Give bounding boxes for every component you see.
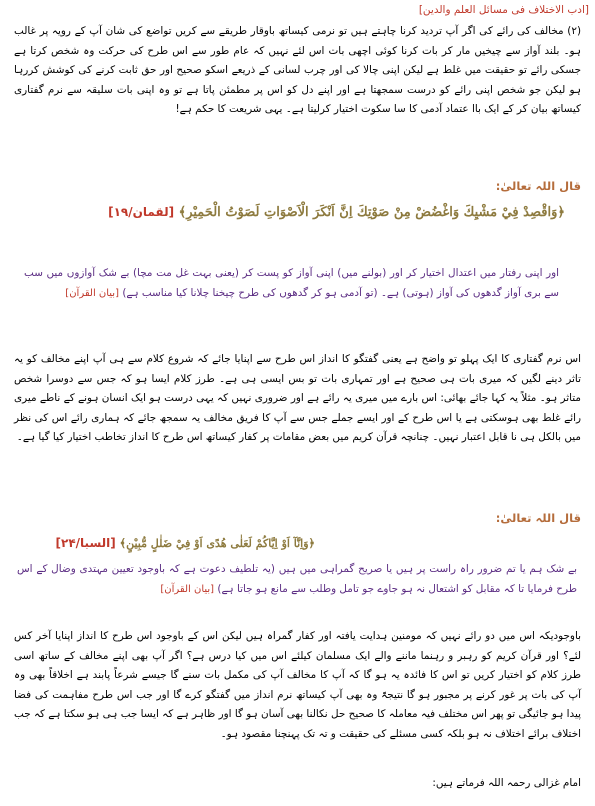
heading-1-block [14, 177, 581, 195]
translation-2-text: بے شک ہم یا تم ضرور راہ راست پر ہیں یا صریح گمراہی میں ہیں (یہ تلطیف دعوت ہے کہ باوجود تعیین مہتدی وضال کے اس طرح فرمایا تا کہ مقابل کو اشتعال نہ ہو جاوے جو تامل وطلب سے مانع ہو جاتا ہے) [17, 563, 577, 595]
paragraph-4-block [14, 774, 581, 794]
paragraph-3-block [14, 627, 581, 744]
paragraph-1-block [14, 22, 581, 120]
paragraph-1: (۲) مخالف کی رائے کی اگر آپ تردید کرنا چاہتے ہیں تو نرمی کیساتھ باوقار طریقے سے کریں تواضع کی شان آپ کے رویہ پر غالب ہو۔ بلند آواز سے چیخیں مار کر بات کرنا کوئی اچھی بات اس لئے نہیں کہ عام طور سے اس طرح کی حرکت وہ شخص کرتا ہے جسکی رائے تو حقیقت میں غلط ہے لیکن اپنی چالا کی اور چرب لسانی کے ذریعے اسکو صحیح اور حق ثابت کرنے کی کوشش کررہا ہو لیکن جو شخص اپنی رائے کو درست سمجھتا ہے اور اپنے دل کو اس پر مطمئن پاتا ہے تو وہ اپنی بات سلیقہ سے نرم گفتاری کیساتھ بیان کر کے ایک باا عتماد آدمی کا سا سکوت اختیار کرلیتا ہے۔ یہی شریعت کا حکم ہے! [14, 25, 581, 115]
section-heading-2: قال اللہ تعالیٰ: [495, 511, 581, 525]
verse-text-2: ﴿وَاِنَّآ اَوْ اِيَّاكُمْ لَعَلٰى هُدًى اَوْ فِيْ ضَلٰلٍ مُّبِيْنٍ﴾ [119, 537, 315, 550]
translation-1-source: [بیان القرآن] [65, 287, 119, 299]
verse-ref-2: [السبا/۲۴] [55, 536, 116, 550]
running-header: [ادب الاختلاف فی مسائل العلم والدین] [418, 4, 589, 16]
translation-2 [17, 560, 577, 599]
paragraph-4: امام غزالی رحمہ اللہ فرماتے ہیں: [432, 777, 581, 789]
quran-verse-1 [25, 200, 565, 225]
quran-verse-2 [15, 533, 315, 554]
translation-2-block [17, 560, 577, 599]
ayah-1-block [25, 200, 565, 225]
paragraph-2: اس نرم گفتاری کا ایک پہلو تو واضح ہے یعنی گفتگو کا انداز اس طرح سے اپنایا جائے کہ شروع کلام سے ہی آپ اپنے مخالف کو یہ تاثر دینے لگیں کہ میری بات ہی صحیح ہے اور تمہاری بات تو بس ایسی ہی ہے۔ طرز کلام ایسا ہو کہ جس سے دوسرا شخص متاثر ہو۔ مثلاً یہ کہا جائے بھائی: اس بارے میں میری یہ رائے ہے اور ضروری نہیں کہ یہی درست ہو ایک انسان ہونے کے ناطے میری رائے غلط بھی ہوسکتی ہے یا اس طرح کے اور ایسے جملے جس سے آپ کا فریق مخالف یہ سمجھ جائے کہ ہماری رائے اس کی نظر میں بالکل ہی نا قابل اعتبار نہیں۔ چنانچہ قرآن کریم میں بعض مقامات پر کفار کیساتھ اس طرح کا انداز تخاطب اختیار کیا گیا ہے۔ [14, 353, 581, 443]
paragraph-2-block [14, 350, 581, 448]
translation-1-text: اور اپنی رفتار میں اعتدال اختیار کر اور (بولنے میں) اپنی آواز کو پست کر (یعنی بہت غل مت مچا) بے شک آوازوں میں سب سے بری آواز گدھوں کی آواز (ہوتی) ہے۔ (تو آدمی ہو کر گدھوں کی طرح چیخنا چلانا کیا مناسب ہے) [24, 267, 559, 299]
section-heading-1: قال اللہ تعالیٰ: [495, 179, 581, 193]
ayah-2-block [15, 533, 315, 554]
heading-2-block [14, 509, 581, 527]
translation-1-block [24, 264, 559, 303]
paragraph-3: باوجودیکہ اس میں دو رائے نہیں کہ مومنین ہدایت یافتہ اور کفار گمراہ ہیں لیکن اس کے باوجود اس طرح کا انداز اپنایا آخر کس لئے؟ اور قرآن کریم کو رہبر و رہنما ماننے والے ایک مسلمان کیلئے اس میں کیا درس ہے؟ اگر آپ بھی اپنے مخالف کے ساتھ اسی طرز کلام کو اختیار کریں تو اس کا فائدہ یہ ہو گا کہ آپ کا مخالف آپ کی مکمل بات سنے گا جیسے شرعاً پابند ہے اخلاقاً بھی وہ آپ کی بات پر غور کرنے پر مجبور ہو گا نتیجۃً وہ بھی آپ کیساتھ نرم انداز میں گفتگو کرے گا اور جب اس طرح مفاہمت کی فضا پیدا ہو جائیگی تو پھر اس مختلف فیہ معاملہ کا صحیح حل نکالنا بھی آسان ہو گا اور ظاہر ہے کہ ایسا جب ہی ہو سکتا ہے کہ جب اختلاف برائے اختلاف نہ ہو بلکہ کسی مسئلے کی حقیقت و تہ تک پہنچنا مقصود ہو۔ [14, 630, 581, 740]
verse-text-1: ﴿وَاقْصِدْ فِيْ مَشْيِكَ وَاغْضُضْ مِنْ صَوْتِكَ اِنَّ اَنْكَرَ الْاَصْوَاتِ لَصَوْتُ الْحَمِيْرِ﴾ [178, 205, 565, 220]
translation-1 [24, 264, 559, 303]
translation-2-source: [بیان القرآن] [160, 583, 215, 595]
verse-ref-1: [لقمان/۱۹] [108, 205, 175, 219]
